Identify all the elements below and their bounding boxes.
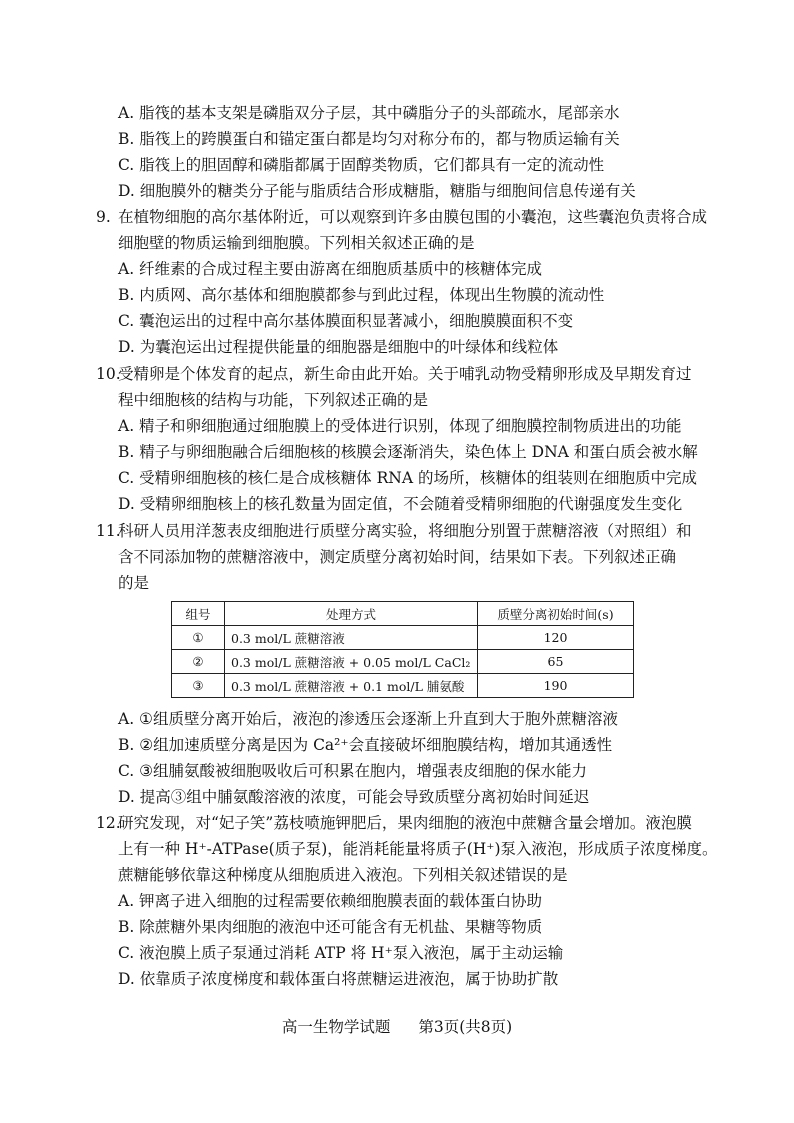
page-footer — [0, 1015, 794, 1037]
table-header-cell: 质壁分离初始时间(s) — [478, 602, 634, 626]
option-line: D. 提高③组中脯氨酸溶液的浓度，可能会导致质壁分离初始时间延迟 — [118, 788, 590, 806]
option-line: A. 纤维素的合成过程主要由游离在细胞质基质中的核糖体完成 — [118, 260, 543, 278]
option-line: C. 受精卵细胞核的核仁是合成核糖体 RNA 的场所，核糖体的组装则在细胞质中完成 — [118, 469, 697, 487]
question-stem: 研究发现，对“妃子笑”荔枝喷施钾肥后，果肉细胞的液泡中蔗糖含量会增加。液泡膜 — [118, 814, 692, 832]
question-stem: 受精卵是个体发育的起点，新生命由此开始。关于哺乳动物受精卵形成及早期发育过 — [118, 365, 692, 383]
question-number: 12. — [96, 814, 121, 832]
table-row — [172, 674, 634, 698]
table-header-row — [172, 602, 634, 626]
option-line: B. 除蔗糖外果肉细胞的液泡中还可能含有无机盐、果糖等物质 — [118, 918, 543, 936]
footer-subject: 高一生物学试题 — [281, 1018, 391, 1036]
table-header-cell: 处理方式 — [225, 602, 478, 626]
question-stem: 上有一种 H⁺-ATPase(质子泵)，能消耗能量将质子(H⁺)泵入液泡，形成质子浓度梯度。 — [118, 840, 718, 858]
option-line: A. 精子和卵细胞通过细胞膜上的受体进行识别，体现了细胞膜控制物质进出的功能 — [118, 417, 682, 435]
question-stem: 细胞壁的物质运输到细胞膜。下列相关叙述正确的是 — [118, 234, 475, 252]
option-line: B. ②组加速质壁分离是因为 Ca²⁺会直接破坏细胞膜结构，增加其通透性 — [118, 736, 613, 754]
option-line: B. 内质网、高尔基体和细胞膜都参与到此过程，体现出生物膜的流动性 — [118, 286, 605, 304]
results-table — [171, 601, 634, 698]
option-line: A. 脂筏的基本支架是磷脂双分子层，其中磷脂分子的头部疏水，尾部亲水 — [118, 104, 620, 122]
question-stem: 科研人员用洋葱表皮细胞进行质壁分离实验，将细胞分别置于蔗糖溶液（对照组）和 — [118, 522, 692, 540]
table-cell: 0.3 mol/L 蔗糖溶液 — [225, 626, 478, 650]
table-cell: 0.3 mol/L 蔗糖溶液 + 0.05 mol/L CaCl₂ — [225, 650, 478, 674]
table-cell: ① — [172, 626, 225, 650]
option-line: D. 依靠质子浓度梯度和载体蛋白将蔗糖运进液泡，属于协助扩散 — [118, 970, 559, 988]
option-line: D. 受精卵细胞核上的核孔数量为固定值，不会随着受精卵细胞的代谢强度发生变化 — [118, 495, 683, 513]
option-line: B. 脂筏上的跨膜蛋白和锚定蛋白都是均匀对称分布的，都与物质运输有关 — [118, 130, 620, 148]
table-row — [172, 650, 634, 674]
option-line: A. ①组质壁分离开始后，液泡的渗透压会逐渐上升直到大于胞外蔗糖溶液 — [118, 710, 618, 728]
table-cell: 120 — [478, 626, 634, 650]
option-line: C. 囊泡运出的过程中高尔基体膜面积显著减小，细胞膜膜面积不变 — [118, 312, 574, 330]
footer-page-info: 第3页(共8页) — [418, 1018, 513, 1036]
table-cell: 190 — [478, 674, 634, 698]
option-line: C. 脂筏上的胆固醇和磷脂都属于固醇类物质，它们都具有一定的流动性 — [118, 156, 605, 174]
question-stem: 蔗糖能够依靠这种梯度从细胞质进入液泡。下列相关叙述错误的是 — [118, 866, 568, 884]
table-cell: ③ — [172, 674, 225, 698]
question-number: 9. — [96, 208, 111, 226]
option-line: C. ③组脯氨酸被细胞吸收后可积累在胞内，增强表皮细胞的保水能力 — [118, 762, 588, 780]
table-header-cell: 组号 — [172, 602, 225, 626]
question-stem: 程中细胞核的结构与功能，下列叙述正确的是 — [118, 391, 429, 409]
table-cell: 65 — [478, 650, 634, 674]
question-number: 10. — [96, 365, 121, 383]
option-line: C. 液泡膜上质子泵通过消耗 ATP 将 H⁺泵入液泡，属于主动运输 — [118, 944, 564, 962]
option-line: A. 钾离子进入细胞的过程需要依赖细胞膜表面的载体蛋白协助 — [118, 892, 543, 910]
question-stem: 的是 — [118, 574, 150, 592]
option-line: D. 为囊泡运出过程提供能量的细胞器是细胞中的叶绿体和线粒体 — [118, 338, 559, 356]
option-line: D. 细胞膜外的糖类分子能与脂质结合形成糖脂，糖脂与细胞间信息传递有关 — [118, 182, 636, 200]
question-number: 11. — [96, 522, 121, 540]
table-row — [172, 626, 634, 650]
question-stem: 含不同添加物的蔗糖溶液中，测定质壁分离初始时间，结果如下表。下列叙述正确 — [118, 548, 677, 566]
option-line: B. 精子与卵细胞融合后细胞核的核膜会逐渐消失，染色体上 DNA 和蛋白质会被水解 — [118, 443, 698, 461]
table-cell: 0.3 mol/L 蔗糖溶液 + 0.1 mol/L 脯氨酸 — [225, 674, 478, 698]
table-cell: ② — [172, 650, 225, 674]
question-stem: 在植物细胞的高尔基体附近，可以观察到许多由膜包围的小囊泡，这些囊泡负责将合成 — [118, 208, 708, 226]
